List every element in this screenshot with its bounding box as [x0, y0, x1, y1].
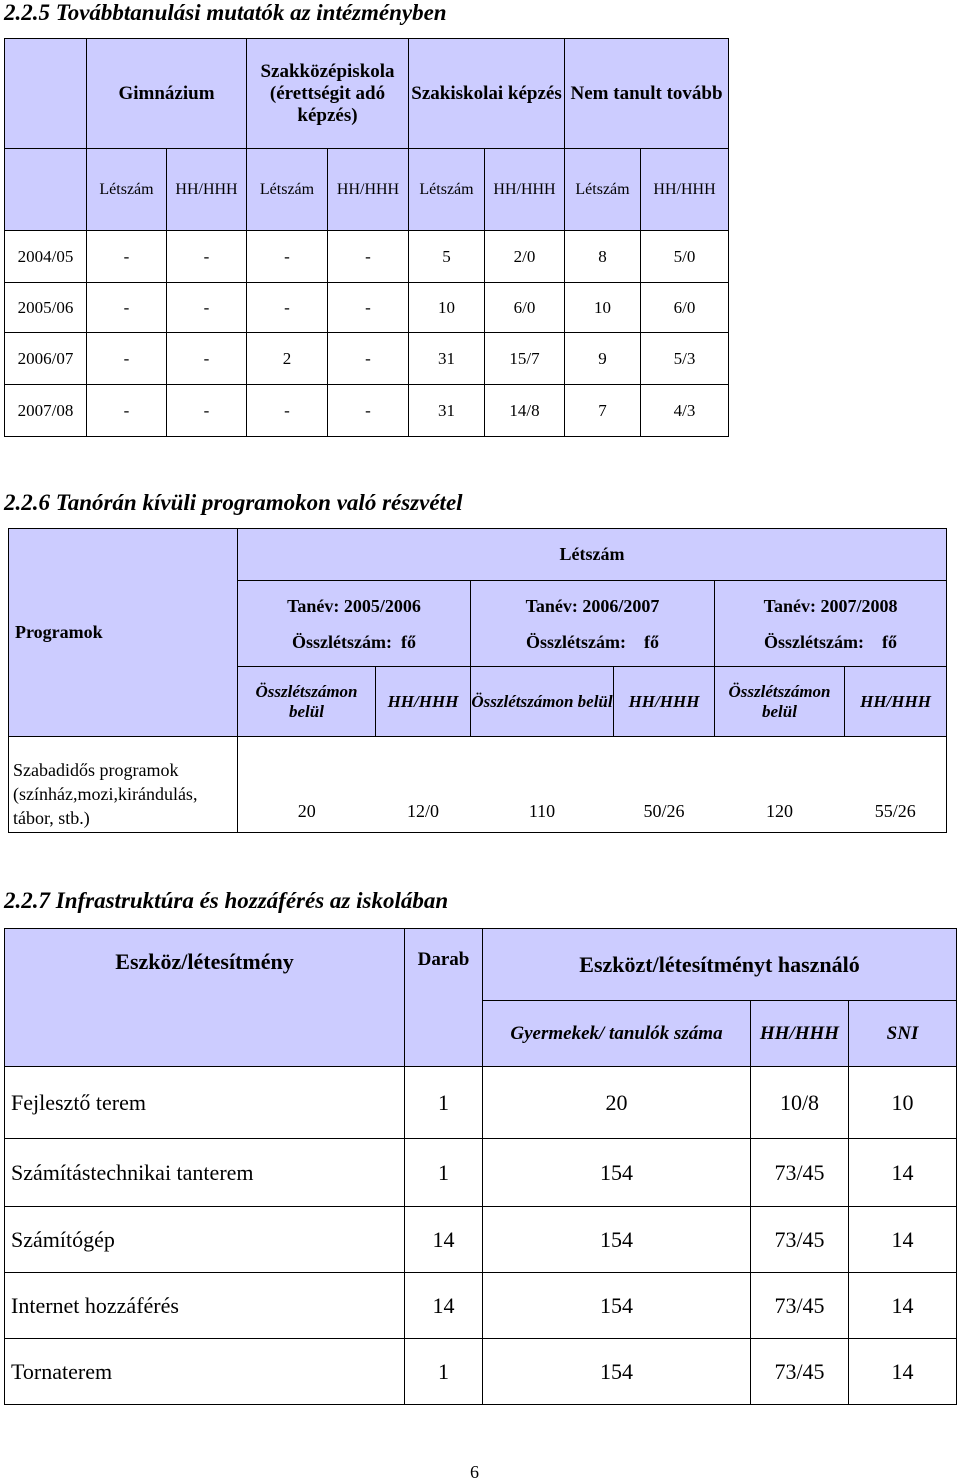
value-cell: 120	[715, 737, 845, 833]
header-gimnazium: Gimnázium	[87, 39, 247, 149]
value-cell: 1	[405, 1067, 483, 1139]
table-row	[5, 1067, 957, 1139]
value-cell: -	[167, 385, 247, 437]
value-cell: 9	[565, 333, 641, 385]
table-row	[5, 1207, 957, 1273]
item-name-cell: Tornaterem	[5, 1339, 405, 1405]
section-title-2-2-6: 2.2.6 Tanórán kívüli programokon való részvétel	[4, 490, 463, 515]
subheader-belul: Összlétszámon belül	[238, 667, 376, 737]
value-cell: 110	[471, 737, 614, 833]
sub-hh: HH/HHH	[751, 1001, 849, 1067]
value-cell: 10/8	[751, 1067, 849, 1139]
value-cell: 73/45	[751, 1339, 849, 1405]
subheader-empty	[5, 149, 87, 231]
subheader-letszam: Létszám	[565, 149, 641, 231]
subheader-hh: HH/HHH	[845, 667, 947, 737]
programs-header: Programok	[9, 529, 238, 737]
table-row	[5, 1139, 957, 1207]
value-cell: 73/45	[751, 1273, 849, 1339]
year-cell: 2006/07	[5, 333, 87, 385]
continuing-education-table	[4, 38, 729, 437]
col-darab: Darab	[405, 929, 483, 1067]
table-row	[5, 1273, 957, 1339]
value-cell: -	[247, 385, 328, 437]
value-cell: 1	[405, 1339, 483, 1405]
value-cell: 14	[405, 1273, 483, 1339]
header-szakkozepiskola: Szakközépiskola (érettségit adó képzés)	[247, 39, 409, 149]
value-cell: -	[87, 231, 167, 283]
section-title-2-2-5: 2.2.5 Továbbtanulási mutatók az intézményben	[4, 0, 447, 25]
item-name-cell: Számítógép	[5, 1207, 405, 1273]
infrastructure-table	[4, 928, 957, 1405]
value-cell: 10	[409, 283, 485, 333]
value-cell: 55/26	[845, 737, 947, 833]
value-cell: 31	[409, 385, 485, 437]
value-cell: 12/0	[376, 737, 471, 833]
value-cell: 5	[409, 231, 485, 283]
value-cell: 154	[483, 1139, 751, 1207]
page-number: 6	[470, 1462, 479, 1482]
value-cell: 5/3	[641, 333, 729, 385]
subheader-letszam: Létszám	[409, 149, 485, 231]
sub-sni: SNI	[849, 1001, 957, 1067]
value-cell: 73/45	[751, 1207, 849, 1273]
value-cell: 73/45	[751, 1139, 849, 1207]
value-cell: 14	[849, 1207, 957, 1273]
value-cell: 154	[483, 1207, 751, 1273]
value-cell: 8	[565, 231, 641, 283]
value-cell: -	[167, 283, 247, 333]
value-cell: 14	[405, 1207, 483, 1273]
value-cell: 2	[247, 333, 328, 385]
year-cell: 2004/05	[5, 231, 87, 283]
value-cell: -	[247, 283, 328, 333]
subheader-hh: HH/HHH	[485, 149, 565, 231]
value-cell: -	[87, 283, 167, 333]
subheader-letszam: Létszám	[87, 149, 167, 231]
value-cell: 5/0	[641, 231, 729, 283]
value-cell: 7	[565, 385, 641, 437]
year-header-2007: Tanév: 2007/2008 Összlétszám: fő	[715, 581, 947, 667]
subheader-letszam: Létszám	[247, 149, 328, 231]
value-cell: 14	[849, 1273, 957, 1339]
item-name-cell: Internet hozzáférés	[5, 1273, 405, 1339]
value-cell: 4/3	[641, 385, 729, 437]
value-cell: 154	[483, 1273, 751, 1339]
value-cell: 31	[409, 333, 485, 385]
program-label: Szabadidős programok (színház,mozi,kirándulás, tábor, stb.)	[9, 737, 238, 833]
col-eszkoz: Eszköz/létesítmény	[5, 929, 405, 1067]
letszam-header: Létszám	[238, 529, 947, 581]
value-cell: 154	[483, 1339, 751, 1405]
header-szakiskola: Szakiskolai képzés	[409, 39, 565, 149]
header-empty	[5, 39, 87, 149]
value-cell: -	[87, 385, 167, 437]
extracurricular-table	[8, 528, 947, 833]
value-cell: 15/7	[485, 333, 565, 385]
value-cell: 14	[849, 1339, 957, 1405]
sub-gyermekek: Gyermekek/ tanulók száma	[483, 1001, 751, 1067]
subheader-belul: Összlétszámon belül	[471, 667, 614, 737]
year-header-2005: Tanév: 2005/2006 Összlétszám: fő	[238, 581, 471, 667]
table-row	[5, 1339, 957, 1405]
value-cell: -	[328, 231, 409, 283]
year-cell: 2007/08	[5, 385, 87, 437]
year-cell: 2005/06	[5, 283, 87, 333]
value-cell: -	[167, 231, 247, 283]
value-cell: 2/0	[485, 231, 565, 283]
value-cell: 10	[849, 1067, 957, 1139]
table-row	[5, 231, 729, 283]
col-hasznalo: Eszközt/létesítményt használó	[483, 929, 957, 1001]
value-cell: -	[328, 283, 409, 333]
value-cell: 20	[483, 1067, 751, 1139]
value-cell: 20	[238, 737, 376, 833]
subheader-hh: HH/HHH	[167, 149, 247, 231]
item-name-cell: Számítástechnikai tanterem	[5, 1139, 405, 1207]
year-header-2006: Tanév: 2006/2007 Összlétszám: fő	[471, 581, 715, 667]
value-cell: 10	[565, 283, 641, 333]
value-cell: -	[167, 333, 247, 385]
table-row	[5, 283, 729, 333]
value-cell: -	[247, 231, 328, 283]
subheader-hh: HH/HHH	[614, 667, 715, 737]
section-title-2-2-7: 2.2.7 Infrastruktúra és hozzáférés az iskolában	[4, 888, 449, 913]
value-cell: 50/26	[614, 737, 715, 833]
subheader-hh: HH/HHH	[376, 667, 471, 737]
value-cell: 14/8	[485, 385, 565, 437]
value-cell: 1	[405, 1139, 483, 1207]
table-row	[5, 333, 729, 385]
item-name-cell: Fejlesztő terem	[5, 1067, 405, 1139]
subheader-hh: HH/HHH	[328, 149, 409, 231]
value-cell: -	[328, 385, 409, 437]
value-cell: -	[87, 333, 167, 385]
value-cell: -	[328, 333, 409, 385]
subheader-hh: HH/HHH	[641, 149, 729, 231]
subheader-belul: Összlétszámon belül	[715, 667, 845, 737]
table-row	[5, 385, 729, 437]
value-cell: 6/0	[641, 283, 729, 333]
value-cell: 6/0	[485, 283, 565, 333]
header-nem-tanult: Nem tanult tovább	[565, 39, 729, 149]
value-cell: 14	[849, 1139, 957, 1207]
